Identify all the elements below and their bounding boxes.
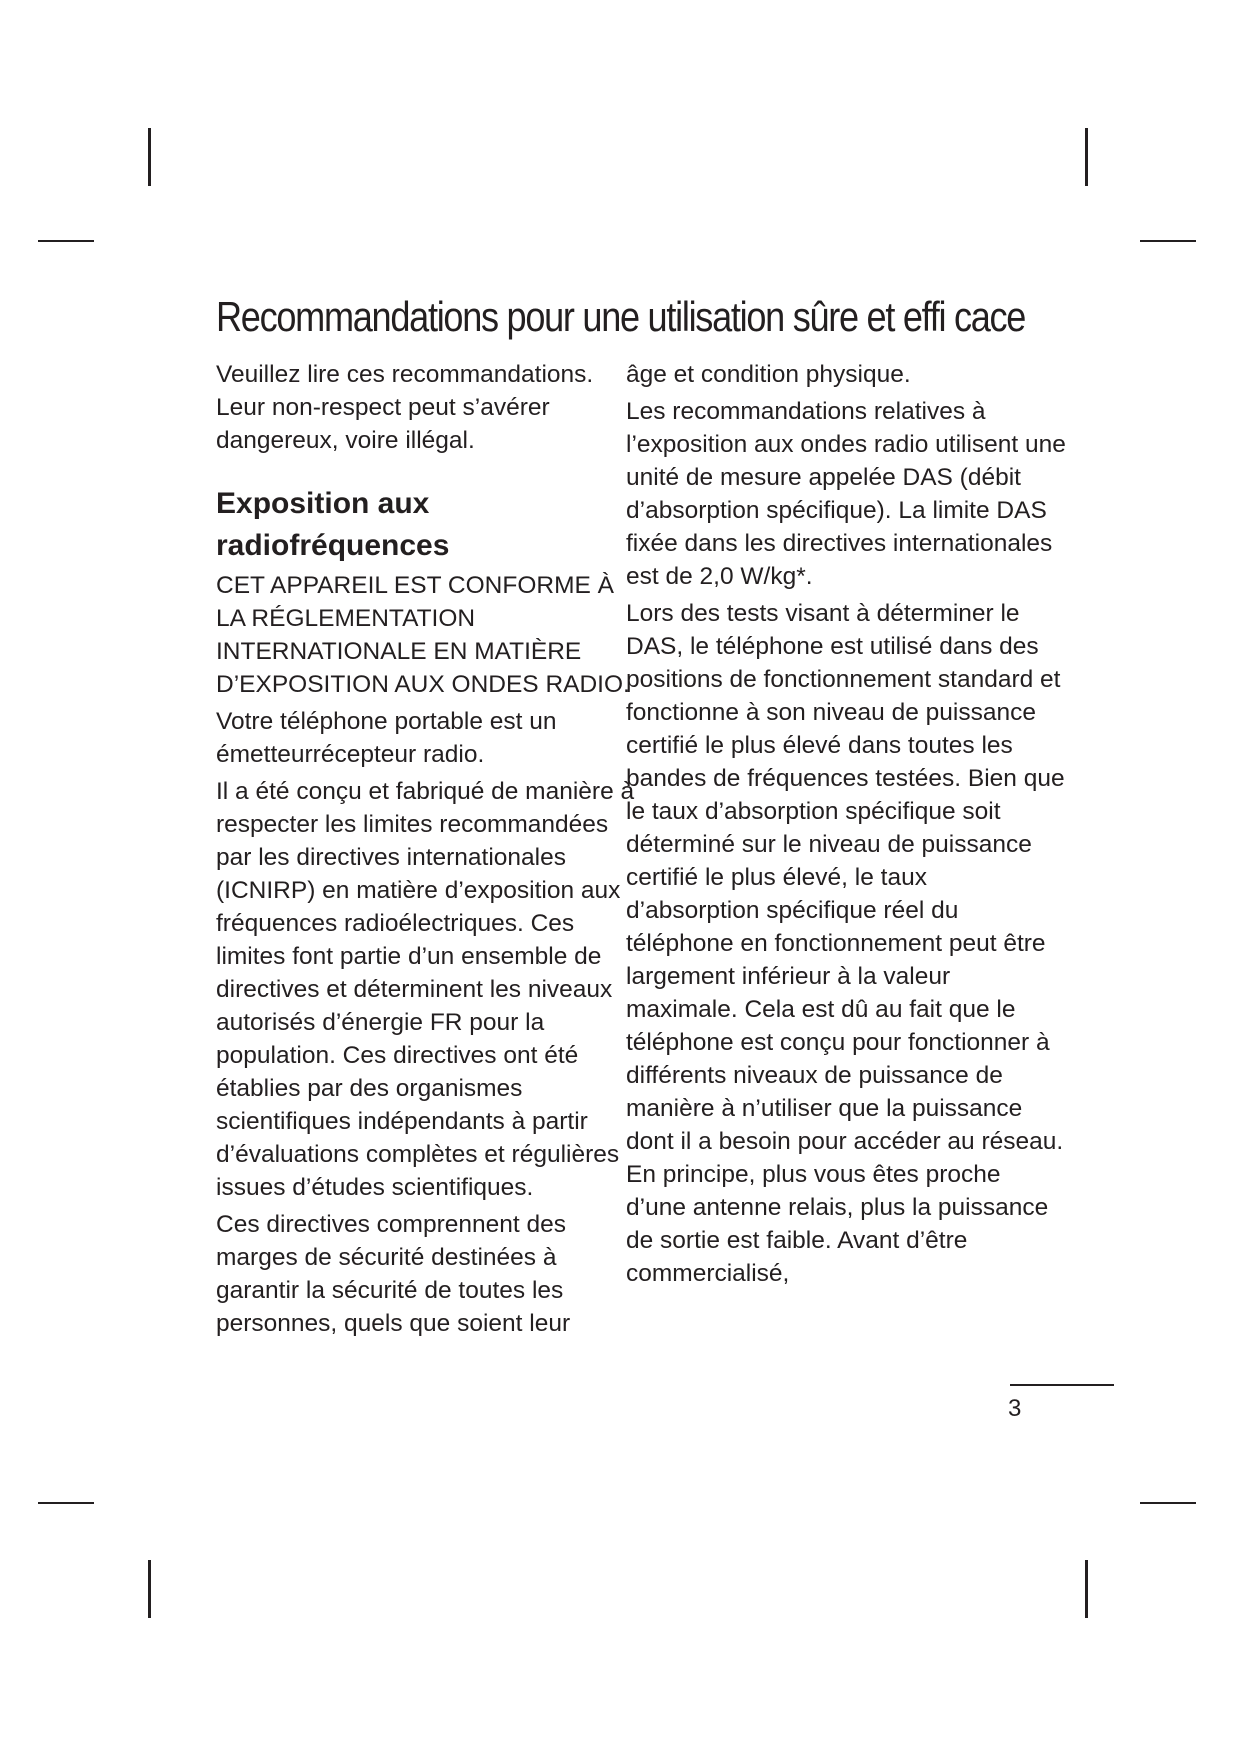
left-column bbox=[216, 358, 646, 1344]
crop-mark-bottom-right-horizontal bbox=[1140, 1502, 1196, 1504]
crop-mark-top-left-vertical bbox=[148, 128, 151, 186]
crop-mark-bottom-left-horizontal bbox=[38, 1502, 94, 1504]
crop-mark-top-left-horizontal bbox=[38, 240, 94, 242]
page-title: Recommandations pour une utilisation sûre et effi cace bbox=[216, 293, 1026, 340]
section-heading: Exposition aux radiofréquences bbox=[216, 487, 450, 562]
intro-paragraph: Veuillez lire ces recommandations. Leur non-respect peut s’avérer dangereux, voire illégal. bbox=[216, 361, 594, 454]
crop-mark-top-right-vertical bbox=[1085, 128, 1088, 186]
page-number: 3 bbox=[1008, 1395, 1022, 1422]
footer-rule bbox=[1010, 1384, 1114, 1386]
crop-mark-bottom-right-vertical bbox=[1085, 1560, 1088, 1618]
crop-mark-bottom-left-vertical bbox=[148, 1560, 151, 1618]
right-column bbox=[626, 358, 1066, 1294]
left-paragraph-2: Il a été conçu et fabriqué de manière à respecter les limites recommandées par les directives internationales (ICNIRP) en matière d’exposition aux fréquences radioélectriques. Ces limites font partie d’un ensemble de directives et déterminent les niveaux autorisés d’énergie FR pour la population. Ces directives ont été établies par des organismes scientifiques indépendants à partir d’évaluations complètes et régulières issues d’études scientifiques. bbox=[216, 778, 635, 1201]
right-paragraph-3: Lors des tests visant à déterminer le DAS, le téléphone est utilisé dans des positions de fonctionnement standard et fonctionne à son niveau de puissance certifié le plus élevé dans toutes les bandes de fréquences testées. Bien que le taux d’absorption spécifique soit déterminé sur le niveau de puissance certifié le plus élevé, le taux d’absorption spécifique réel du téléphone en fonctionnement peut être largement inférieur à la valeur maximale. Cela est dû au fait que le téléphone est conçu pour fonctionner à différents niveaux de puissance de manière à n’utiliser que la puissance dont il a besoin pour accéder au réseau. En principe, plus vous êtes proche d’une antenne relais, plus la puissance de sortie est faible. Avant d’être commercialisé, bbox=[626, 600, 1065, 1287]
crop-mark-top-right-horizontal bbox=[1140, 240, 1196, 242]
compliance-statement: CET APPAREIL EST CONFORME À LA RÉGLEMENTATION INTERNATIONALE EN MATIÈRE D’EXPOSITION AUX ONDES RADIO. bbox=[216, 572, 630, 698]
left-paragraph-3: Ces directives comprennent des marges de sécurité destinées à garantir la sécurité de toutes les personnes, quels que soient leur bbox=[216, 1211, 571, 1337]
right-paragraph-1: âge et condition physique. bbox=[626, 361, 911, 388]
left-paragraph-1: Votre téléphone portable est un émetteurrécepteur radio. bbox=[216, 708, 557, 768]
right-paragraph-2: Les recommandations relatives à l’exposition aux ondes radio utilisent une unité de mesure appelée DAS (débit d’absorption spécifique). La limite DAS fixée dans les directives internationales est de 2,0 W/kg*. bbox=[626, 398, 1066, 590]
